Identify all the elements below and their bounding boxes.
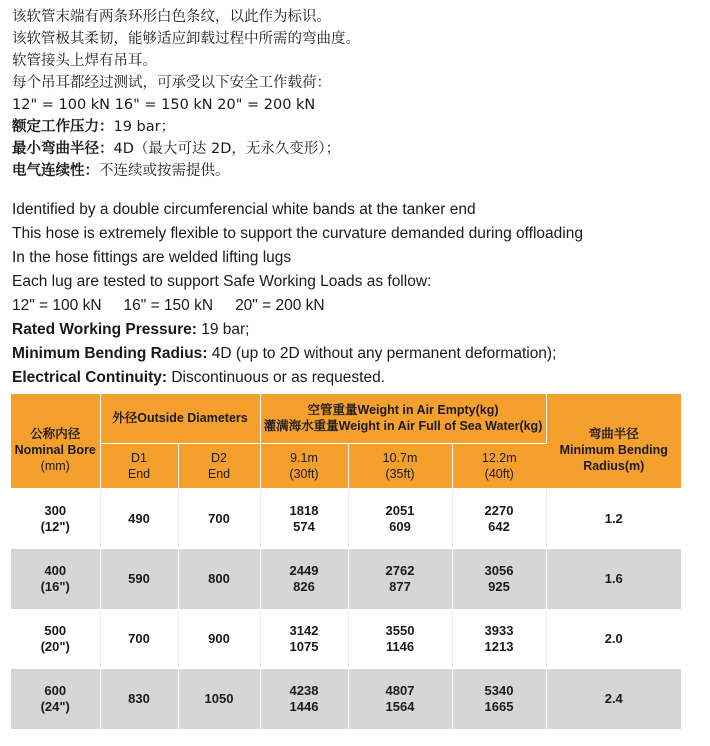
cn-electrical-label: 电气连续性： (12, 163, 99, 179)
cell-weight-35 (348, 549, 452, 609)
en-bending (12, 342, 702, 366)
header-weight-full: 灌满海水重量Weight in Air Full of Sea Water(kg) (263, 419, 543, 434)
weight-empty: 3142 (289, 622, 319, 638)
header-d1 (100, 443, 178, 488)
cell-d1: 590 (100, 549, 178, 609)
load-16: 16" = 150 kN (123, 297, 214, 314)
bore-inch: (20") (40, 638, 70, 654)
cell-weight-40 (452, 669, 546, 729)
cell-radius: 2.0 (546, 609, 681, 669)
weight-empty: 2762 (385, 562, 415, 578)
table-row (11, 488, 681, 549)
bore-mm: 500 (44, 622, 67, 638)
en-bending-value: 4D (up to 2D without any permanent deformation); (207, 345, 557, 362)
weight-full: 1665 (484, 698, 514, 714)
cn-electrical (12, 160, 702, 182)
load-20: 20" = 200 kN (235, 297, 325, 314)
weight-full: 1446 (289, 698, 319, 714)
header-bend-cn: 弯曲半径 (588, 426, 639, 441)
cell-weight-40 (452, 549, 546, 609)
cell-weight-35 (348, 669, 452, 729)
en-pressure-value: 19 bar; (196, 321, 250, 338)
weight-empty: 2051 (385, 502, 415, 518)
bore-inch: (12") (40, 518, 70, 534)
chinese-description (12, 6, 702, 182)
en-pressure (12, 318, 702, 342)
weight-full: 642 (488, 518, 510, 534)
weight-empty: 3550 (385, 622, 415, 638)
cell-weight-35 (348, 609, 452, 669)
header-len-40-ft: (40ft) (484, 466, 514, 481)
header-nominal-bore (11, 394, 100, 488)
spec-table (11, 394, 681, 729)
bore-mm: 300 (44, 502, 67, 518)
header-bore-unit: (mm) (40, 458, 70, 473)
cell-d2: 700 (178, 488, 260, 549)
header-len-35-ft: (35ft) (385, 466, 415, 481)
cell-weight-30 (260, 488, 348, 549)
cell-weight-30 (260, 549, 348, 609)
weight-full: 1146 (385, 638, 415, 654)
cell-bore (11, 549, 100, 609)
cell-weight-35 (348, 488, 452, 549)
weight-empty: 4238 (289, 682, 319, 698)
cn-line: 该软管末端有两条环形白色条纹，以此作为标识。 (12, 9, 331, 25)
cn-line: 12" = 100 kN 16" = 150 kN 20" = 200 kN (12, 97, 316, 113)
weight-empty: 2449 (289, 562, 319, 578)
cell-radius: 1.2 (546, 488, 681, 549)
header-bore-cn: 公称内径 (30, 426, 81, 441)
weight-full: 1564 (385, 698, 415, 714)
weight-empty: 3056 (484, 562, 514, 578)
header-len-35 (348, 443, 452, 488)
header-d2-end: End (207, 466, 231, 481)
table-row (11, 549, 681, 609)
english-description (12, 198, 702, 390)
cell-d2: 1050 (178, 669, 260, 729)
cell-weight-40 (452, 609, 546, 669)
weight-empty: 5340 (484, 682, 514, 698)
header-len-35-m: 10.7m (382, 450, 418, 465)
en-line: Identified by a double circumferencial white bands at the tanker end (12, 201, 476, 218)
header-d2-label: D2 (211, 450, 227, 465)
en-electrical (12, 366, 702, 390)
header-bend-en2: Radius(m) (583, 458, 645, 473)
header-d1-end: End (127, 466, 151, 481)
weight-full: 609 (389, 518, 411, 534)
header-outside-diameters: 外径Outside Diameters (100, 394, 260, 443)
cn-line: 软管接头上焊有吊耳。 (12, 53, 157, 69)
header-d1-label: D1 (131, 450, 147, 465)
cell-bore (11, 669, 100, 729)
header-len-30-m: 9.1m (290, 450, 318, 465)
cn-electrical-value: 不连续或按需提供。 (99, 163, 230, 179)
header-bore-en: Nominal Bore (14, 442, 96, 457)
load-12: 12" = 100 kN (12, 297, 102, 314)
en-line: In the hose fittings are welded lifting lugs (12, 249, 292, 266)
bore-inch: (16") (40, 578, 70, 594)
weight-empty: 1818 (289, 502, 319, 518)
cell-weight-30 (260, 609, 348, 669)
cell-bore (11, 609, 100, 669)
weight-full: 1075 (289, 638, 319, 654)
en-electrical-value: Discontinuous or as requested. (167, 369, 386, 386)
cn-bending-label: 最小弯曲半径： (12, 141, 114, 157)
weight-full: 826 (293, 578, 315, 594)
cell-radius: 1.6 (546, 549, 681, 609)
weight-empty: 3933 (484, 622, 514, 638)
en-electrical-label: Electrical Continuity: (12, 369, 168, 386)
weight-empty: 2270 (484, 502, 514, 518)
weight-full: 877 (389, 578, 411, 594)
cell-weight-40 (452, 488, 546, 549)
cn-line: 每个吊耳都经过测试，可承受以下安全工作载荷： (12, 75, 331, 91)
cell-bore (11, 488, 100, 549)
cn-line: 该软管极其柔韧，能够适应卸载过程中所需的弯曲度。 (12, 31, 360, 47)
table-row (11, 669, 681, 729)
weight-full: 1213 (484, 638, 514, 654)
en-pressure-label: Rated Working Pressure: (12, 321, 197, 338)
cn-pressure-value: 19 bar； (113, 119, 176, 135)
header-bend-en1: Minimum Bending (559, 442, 668, 457)
weight-full: 574 (293, 518, 315, 534)
en-bending-label: Minimum Bending Radius: (12, 345, 208, 362)
cn-pressure-label: 额定工作压力： (12, 119, 114, 135)
header-len-40 (452, 443, 546, 488)
header-len-40-m: 12.2m (481, 450, 517, 465)
cell-d2: 900 (178, 609, 260, 669)
cell-weight-30 (260, 669, 348, 729)
header-bending-radius (546, 394, 681, 488)
cell-d2: 800 (178, 549, 260, 609)
bore-mm: 600 (44, 682, 67, 698)
en-line: This hose is extremely flexible to support the curvature demanded during offloading (12, 225, 583, 242)
bore-inch: (24") (40, 698, 70, 714)
cn-pressure (12, 116, 702, 138)
cell-d1: 830 (100, 669, 178, 729)
header-weight-empty: 空管重量Weight in Air Empty(kg) (307, 403, 499, 418)
header-d2 (178, 443, 260, 488)
cn-bending (12, 138, 702, 160)
en-loads (12, 294, 702, 318)
en-line: Each lug are tested to support Safe Working Loads as follow: (12, 273, 432, 290)
cell-d1: 490 (100, 488, 178, 549)
cell-d1: 700 (100, 609, 178, 669)
weight-full: 925 (488, 578, 510, 594)
cell-radius: 2.4 (546, 669, 681, 729)
header-len-30-ft: (30ft) (289, 466, 319, 481)
table-row (11, 609, 681, 669)
header-weight (260, 394, 546, 443)
weight-empty: 4807 (385, 682, 415, 698)
bore-mm: 400 (44, 562, 67, 578)
cn-bending-value: 4D（最大可达 2D，无永久变形）； (113, 141, 341, 157)
header-len-30 (260, 443, 348, 488)
